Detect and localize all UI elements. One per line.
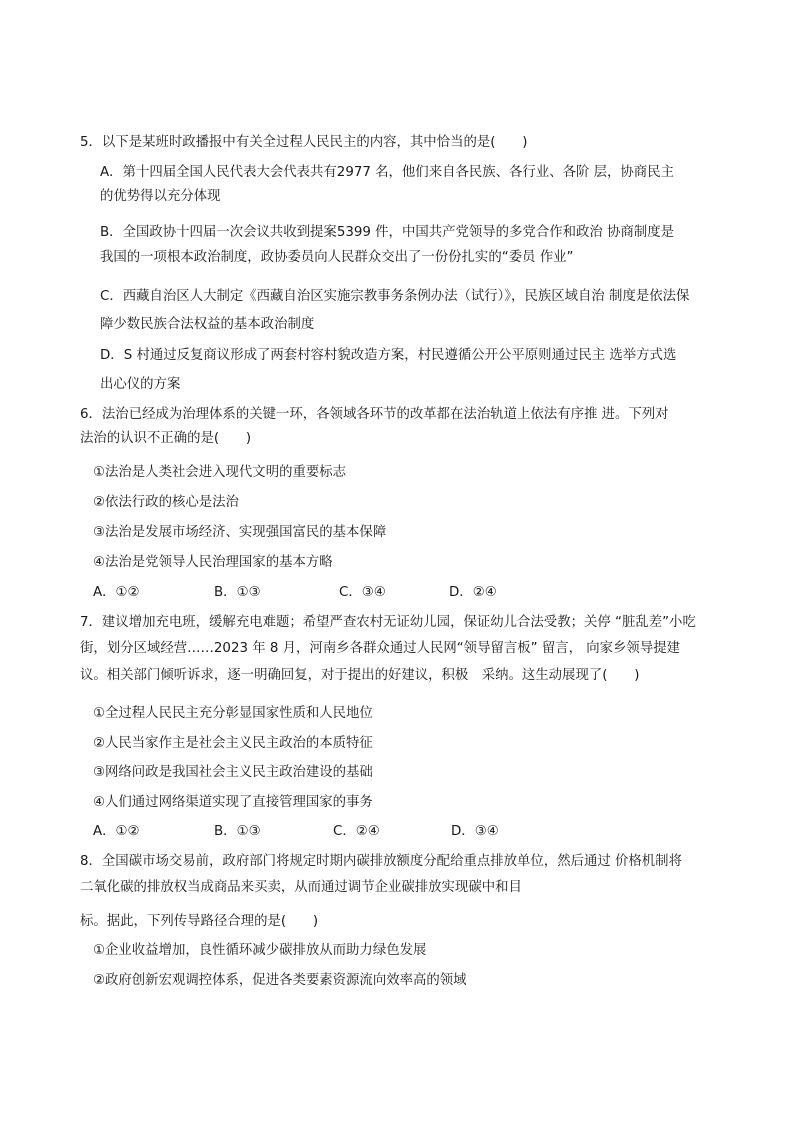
q5-option-d-line2: 出心仪的方案 — [100, 377, 181, 392]
q6-choice-a: A．①② — [93, 585, 140, 600]
q6-choice-b: B．①③ — [214, 585, 261, 600]
q7-choice-c: C．②④ — [333, 824, 380, 839]
q7-statement-1: ①全过程人民民主充分彰显国家性质和人民地位 — [93, 706, 373, 721]
q7-choices — [93, 822, 553, 842]
q7-statement-3: ③网络问政是我国社会主义民主政治建设的基础 — [93, 765, 373, 780]
q5-option-c-line1: C．西藏自治区人大制定《西藏自治区实施宗教事务条例办法（试行）》，民族区域自治 制度是依法保 — [100, 289, 690, 304]
q7-choice-d: D．③④ — [451, 824, 499, 839]
q5-stem: 5．以下是某班时政播报中有关全过程人民民主的内容，其中恰当的是( ) — [80, 135, 528, 150]
q5-option-b-line1: B．全国政协十四届一次会议共收到提案5399 件，中国共产党领导的多党合作和政治 协商制度是 — [100, 225, 675, 240]
q6-statement-1: ①法治是人类社会进入现代文明的重要标志 — [93, 465, 347, 480]
q6-choice-c: C．③④ — [339, 585, 386, 600]
q7-choice-a: A．①② — [93, 824, 140, 839]
q6-stem-line1: 6．法治已经成为治理体系的关键一环，各领域各环节的改革都在法治轨道上依法有序推 进。下列对 — [80, 407, 669, 422]
q6-statement-3: ③法治是发展市场经济、实现强国富民的基本保障 — [93, 525, 387, 540]
q5-option-a-line1: A．第十四届全国人民代表大会代表共有2977 名，他们来自各民族、各行业、各阶 层，协商民主 — [100, 165, 674, 180]
q6-choice-d: D．②④ — [449, 585, 497, 600]
q5-option-d-line1: D．S 村通过反复商议形成了两套村容村貌改造方案，村民遵循公开公平原则通过民主 选举方式选 — [100, 348, 677, 363]
q7-statement-4: ④人们通过网络渠道实现了直接管理国家的事务 — [93, 795, 373, 810]
q8-stem-line1: 8．全国碳市场交易前，政府部门将规定时期内碳排放额度分配给重点排放单位，然后通过 价格机制将 — [80, 854, 682, 869]
q8-stem-line2: 二氧化碳的排放权当成商品来买卖，从而通过调节企业碳排放实现碳中和目 — [80, 880, 522, 895]
q7-statement-2: ②人民当家作主是社会主义民主政治的本质特征 — [93, 736, 373, 751]
q5-option-b-line2: 我国的一项根本政治制度，政协委员向人民群众交出了一份份扎实的“委员 作业” — [100, 250, 574, 265]
q6-statement-4: ④法治是党领导人民治理国家的基本方略 — [93, 555, 333, 570]
q8-stem-line3: 标。据此，下列传导路径合理的是( ) — [80, 914, 319, 929]
q7-choice-b: B．①③ — [214, 824, 261, 839]
q6-statement-2: ②依法行政的核心是法治 — [93, 495, 239, 510]
q8-statement-2: ②政府创新宏观调控体系，促进各类要素资源流向效率高的领域 — [93, 973, 467, 988]
q7-stem-line2: 街，划分区域经营……2023 年 8 月，河南乡各群众通过人民网“领导留言板” 留言， 向家乡领导提建 — [80, 641, 680, 656]
q7-stem-line1: 7．建议增加充电班，缓解充电难题；希望严查农村无证幼儿园，保证幼儿合法受教；关停 “脏乱差”小吃 — [80, 615, 696, 630]
q7-stem-line3: 议。相关部门倾听诉求，逐一明确回复，对于提出的好建议，积极 采纳。这生动展现了( ) — [80, 668, 640, 683]
q6-stem-line2: 法治的认识不正确的是( ) — [80, 431, 252, 446]
q8-statement-1: ①企业收益增加，良性循环减少碳排放从而助力绿色发展 — [93, 943, 427, 958]
q5-option-a-line2: 的优势得以充分体现 — [100, 189, 221, 204]
q6-choices — [93, 583, 553, 603]
q5-option-c-line2: 障少数民族合法权益的基本政治制度 — [100, 317, 315, 332]
